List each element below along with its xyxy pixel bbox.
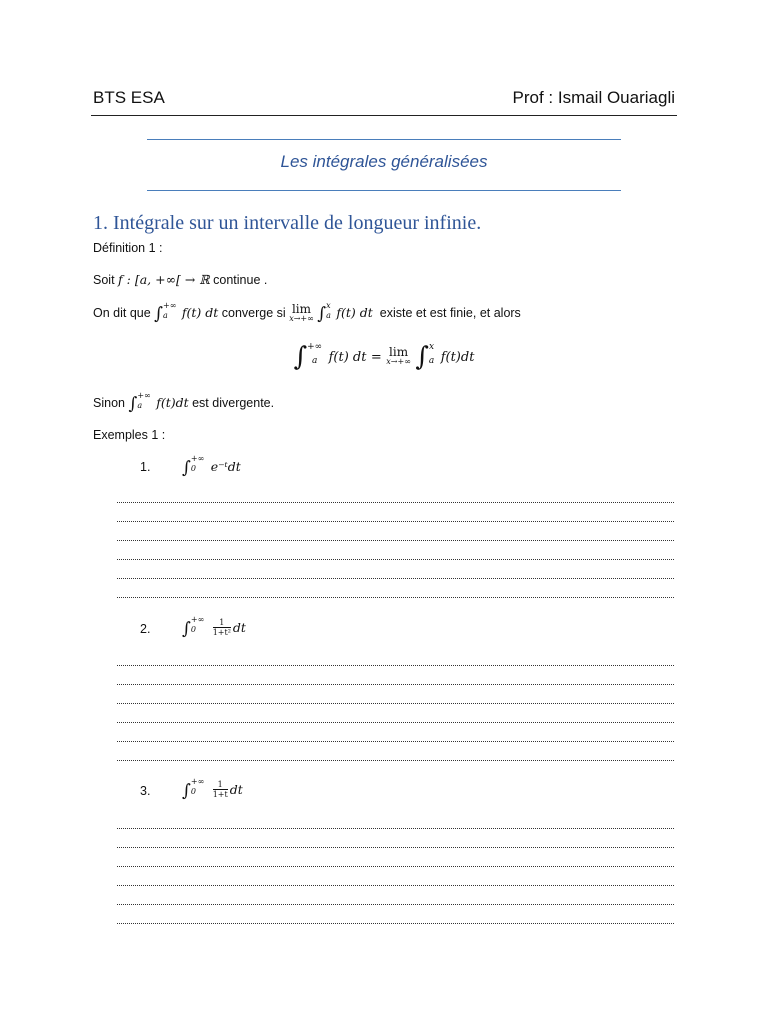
answer-line — [117, 578, 674, 580]
answer-line — [117, 597, 674, 599]
answer-line — [117, 885, 674, 887]
integral-sign: ∫ — [154, 304, 164, 324]
examples-label: Exemples 1 : — [93, 428, 166, 442]
continue-text: continue . — [213, 273, 268, 287]
converge-si-text: converge si — [221, 306, 286, 320]
integrand: f(t)dt — [156, 395, 189, 410]
definition-soit-line — [93, 272, 267, 287]
limit-operator: lim x→+∞ — [289, 301, 314, 323]
example-number: 1. — [140, 460, 151, 474]
answer-line — [117, 722, 674, 724]
answer-line — [117, 703, 674, 705]
answer-line — [117, 540, 674, 542]
limit-operator: lim x→+∞ — [386, 344, 411, 366]
integral-bounds: +∞ 0 — [190, 614, 205, 634]
header-course: BTS ESA — [93, 88, 165, 107]
equals-sign: = — [370, 350, 382, 365]
on-dit-text: On dit que — [93, 306, 151, 320]
sinon-text: Sinon — [93, 396, 125, 410]
integral-bounds: +∞ 0 — [190, 453, 205, 473]
answer-line — [117, 665, 674, 667]
header-teacher: Prof : Ismail Ouariagli — [512, 88, 675, 107]
fraction: $\frac{1}{\text{1+t²}}$ — [212, 618, 231, 638]
answer-line — [117, 741, 674, 743]
integral-sign: ∫ — [317, 304, 327, 324]
function-declaration: f : [a, +∞[ → ℝ — [118, 272, 210, 287]
soit-text: Soit — [93, 273, 115, 287]
integrand: e⁻ᵗdt — [210, 459, 241, 474]
integral-bounds: x a — [428, 341, 435, 366]
definition-label: Définition 1 : — [93, 241, 163, 255]
answer-line — [117, 847, 674, 849]
integral-sign: ∫ — [293, 342, 308, 372]
page-title: Les intégrales généralisées — [280, 152, 488, 171]
answer-line — [117, 866, 674, 868]
integrand: f(t) dt — [181, 305, 219, 320]
integral-sign: ∫ — [415, 342, 429, 372]
integral-sign: ∫ — [182, 781, 191, 801]
section-heading: 1. Intégrale sur un intervalle de longueur infinie. — [93, 212, 482, 234]
title-top-rule — [147, 139, 621, 140]
existe-text: existe et est finie, et alors — [379, 306, 521, 320]
integral-bounds: +∞ a — [137, 390, 151, 410]
integral-sign: ∫ — [128, 394, 138, 414]
differential: dt — [232, 620, 246, 635]
example-expression — [182, 453, 241, 478]
integral-bounds: +∞ a — [163, 300, 177, 320]
integrand: f(t) dt — [336, 305, 373, 320]
display-equation — [0, 338, 768, 371]
answer-line — [117, 521, 674, 523]
fraction: $\frac{1}{1+t}$ — [212, 780, 228, 800]
differential: dt — [229, 782, 243, 797]
definition-sinon-line — [93, 392, 274, 414]
integrand: f(t) dt — [328, 350, 367, 365]
answer-line — [117, 684, 674, 686]
title-bottom-rule — [147, 190, 621, 191]
answer-line — [117, 559, 674, 561]
answer-line — [117, 502, 674, 504]
definition-converge-line — [93, 302, 521, 324]
answer-line — [117, 828, 674, 830]
header-divider — [91, 115, 677, 116]
answer-line — [117, 923, 674, 925]
example-number: 2. — [140, 622, 151, 636]
integral-bounds: +∞ 0 — [190, 776, 205, 796]
integral-sign: ∫ — [182, 619, 191, 639]
integral-bounds: x a — [326, 300, 331, 320]
integral-bounds: +∞ a — [307, 341, 323, 366]
example-expression — [182, 776, 243, 801]
integrand: f(t)dt — [440, 350, 475, 365]
answer-line — [117, 760, 674, 762]
answer-line — [117, 904, 674, 906]
example-expression — [182, 614, 246, 639]
example-number: 3. — [140, 784, 151, 798]
integral-sign: ∫ — [182, 458, 191, 478]
divergente-text: est divergente. — [192, 396, 275, 410]
